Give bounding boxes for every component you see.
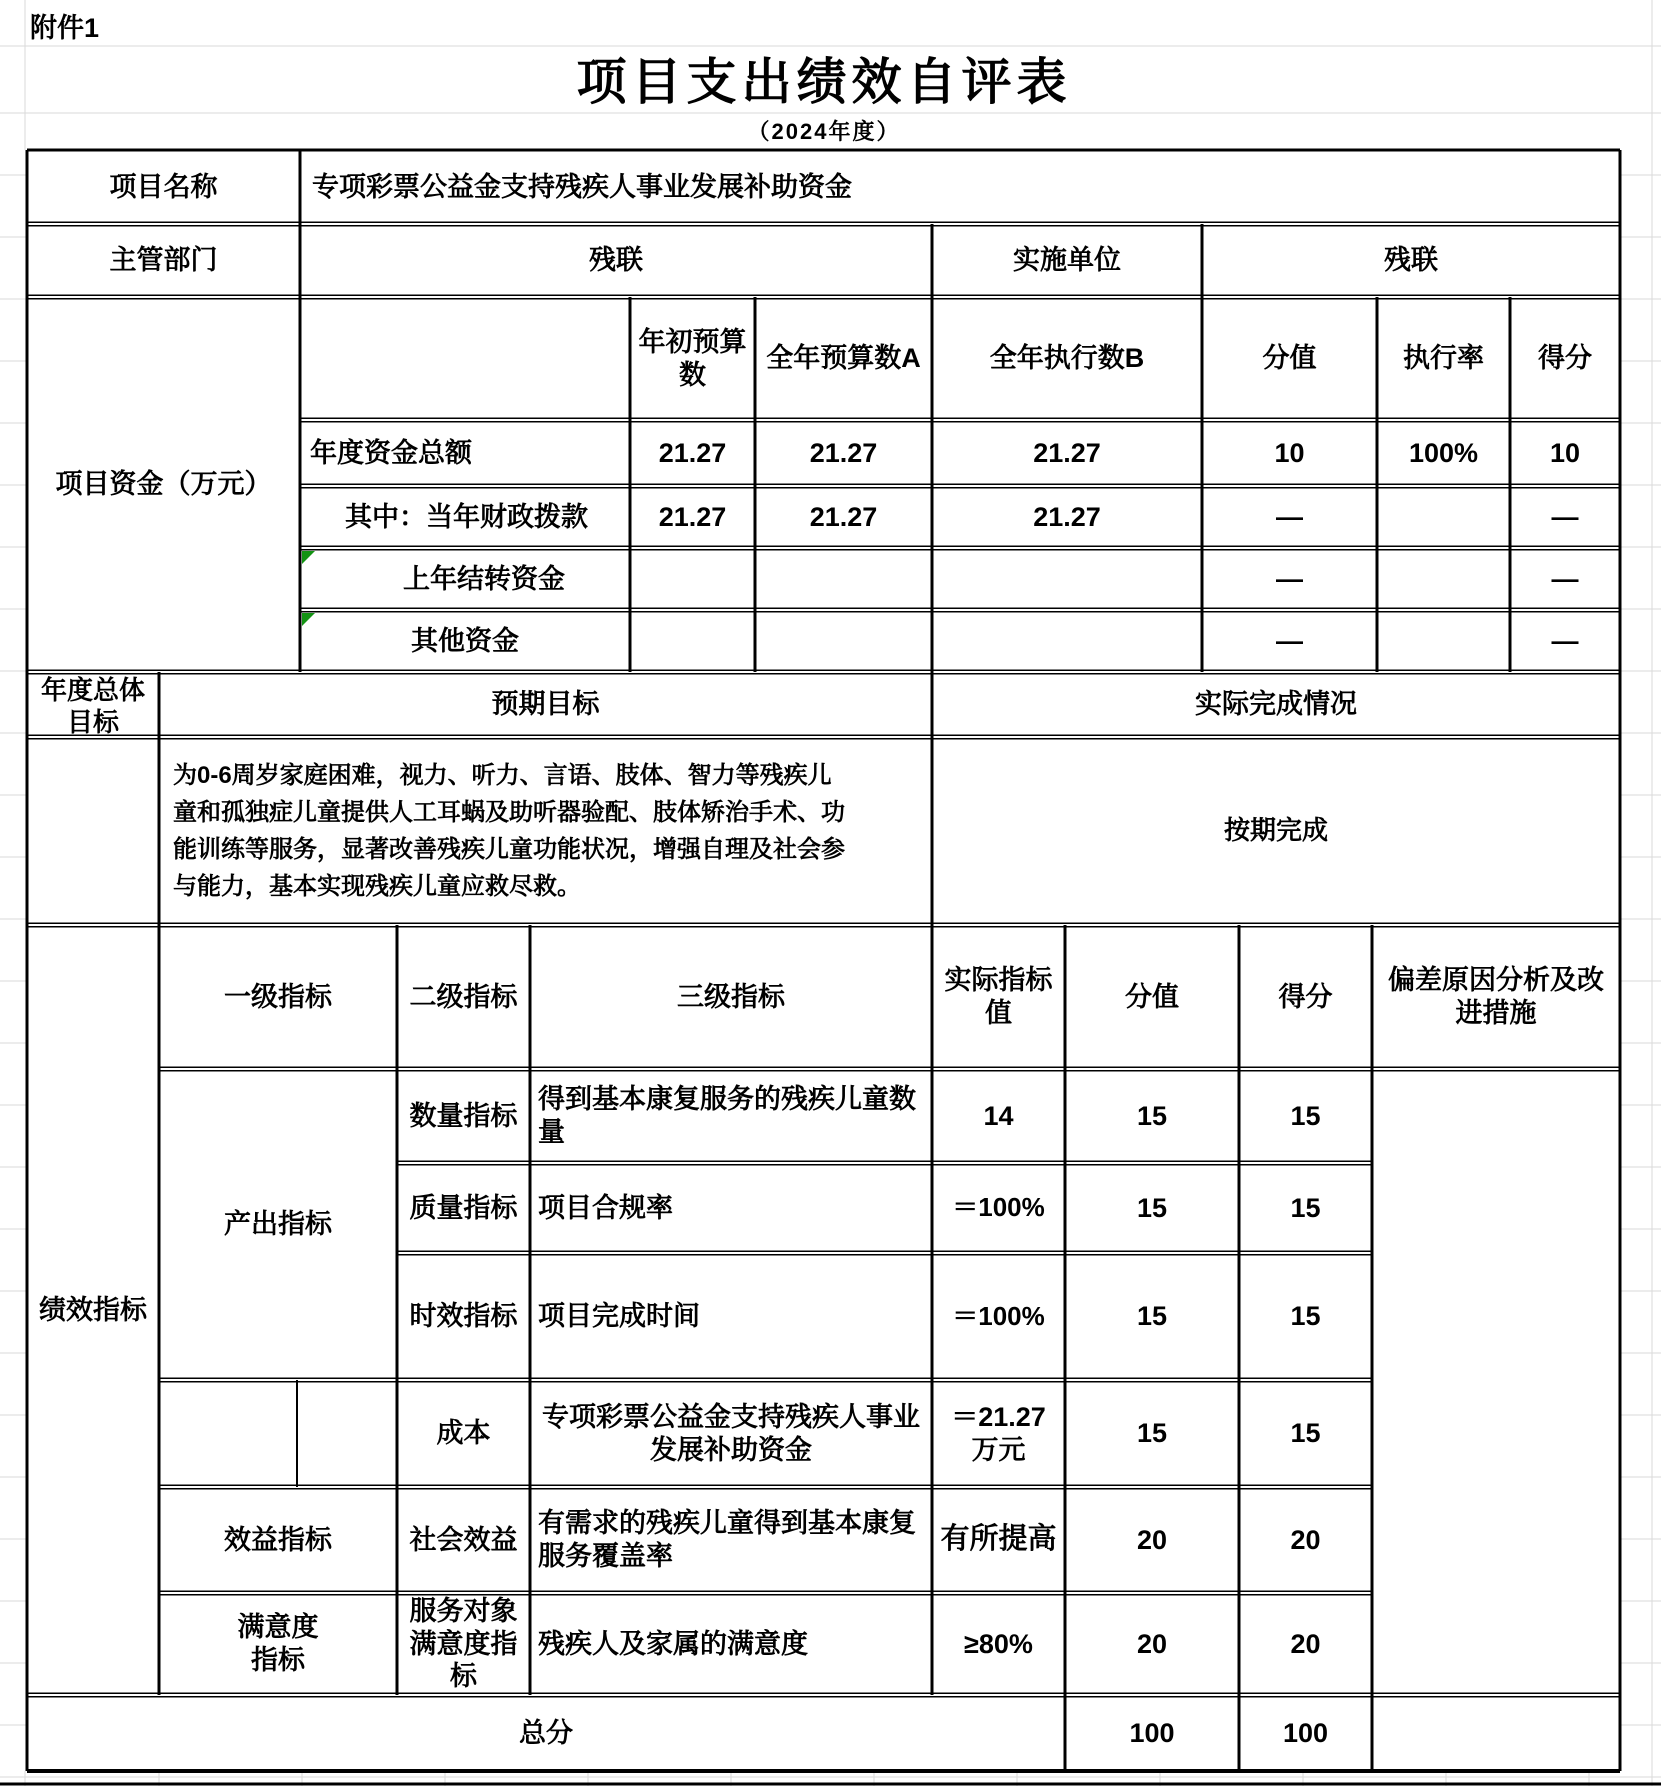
level3-cell[interactable]: 得到基本康复服务的残疾儿童数量 xyxy=(538,1084,916,1147)
level3-cell[interactable]: 有需求的残疾儿童得到基本康复服务覆盖率 xyxy=(538,1508,916,1571)
score-cell[interactable]: 15 xyxy=(1290,1192,1321,1223)
score-max-cell[interactable]: 15 xyxy=(1136,1192,1168,1223)
page-title: 项目支出绩效自评表 xyxy=(576,54,1072,110)
fund-cell[interactable]: 21.27 xyxy=(809,437,878,468)
level2-cell[interactable]: 质量指标 xyxy=(409,1192,518,1223)
comment-triangle xyxy=(302,551,315,564)
header-deviation[interactable]: 偏差原因分析及改进措施 xyxy=(1388,965,1604,1028)
level2-cell[interactable]: 社会效益 xyxy=(409,1524,518,1555)
actual-value-cell[interactable]: ＝100% xyxy=(952,1300,1045,1331)
actual-value-cell[interactable]: ＝21.27万元 xyxy=(951,1401,1046,1465)
total-score-max[interactable]: 100 xyxy=(1129,1717,1175,1748)
actual-completion-header[interactable]: 实际完成情况 xyxy=(1195,689,1357,720)
score-max-cell[interactable]: 15 xyxy=(1136,1301,1168,1332)
level3-cell[interactable]: 残疾人及家属的满意度 xyxy=(538,1628,808,1659)
funds-header-annual[interactable]: 全年预算数A xyxy=(766,343,921,374)
score-max-cell[interactable]: 15 xyxy=(1136,1418,1168,1449)
level2-cell[interactable]: 时效指标 xyxy=(409,1301,518,1332)
level1-satisfaction[interactable]: 满意度指标 xyxy=(237,1612,319,1675)
annual-goal-label[interactable]: 年度总体目标 xyxy=(40,675,145,737)
funds-header-initial[interactable]: 年初预算数 xyxy=(638,326,747,390)
fund-cell[interactable]: 21.27 xyxy=(658,437,727,468)
score-cell[interactable]: 15 xyxy=(1290,1100,1321,1131)
expected-goal-text[interactable]: 为0-6周岁家庭困难，视力、听力、言语、肢体、智力等残疾儿童和孤独症儿童提供人工耳蜗及助听器验配、肢体矫治手术、功能训练等服务，显著改善残疾儿童功能状况，增强自理及社会参与能力，基本实现残疾儿童应救尽救。 xyxy=(173,762,845,900)
header-score[interactable]: 得分 xyxy=(1278,981,1333,1012)
level1-benefit[interactable]: 效益指标 xyxy=(224,1524,332,1555)
page-subtitle: （2024年度） xyxy=(747,118,901,144)
fund-cell[interactable]: — xyxy=(1551,501,1579,532)
header-actual-value[interactable]: 实际指标值 xyxy=(944,965,1053,1028)
header-level3[interactable]: 三级指标 xyxy=(677,981,785,1012)
header-score-max[interactable]: 分值 xyxy=(1125,981,1179,1012)
fund-row-label[interactable]: 上年结转资金 xyxy=(403,563,565,594)
fund-cell[interactable]: 100% xyxy=(1408,437,1479,468)
total-label[interactable]: 总分 xyxy=(519,1717,573,1748)
level3-cell[interactable]: 项目完成时间 xyxy=(538,1301,700,1332)
fund-cell[interactable]: 21.27 xyxy=(1033,501,1101,532)
impl-unit-value[interactable]: 残联 xyxy=(1384,245,1438,276)
actual-value-cell[interactable]: ≥80% xyxy=(964,1628,1033,1659)
dept-value[interactable]: 残联 xyxy=(589,245,643,276)
level2-cell[interactable]: 数量指标 xyxy=(409,1100,518,1131)
actual-completion-text[interactable]: 按期完成 xyxy=(1223,815,1328,846)
level1-output[interactable]: 产出指标 xyxy=(224,1209,332,1240)
fund-row-label[interactable]: 年度资金总额 xyxy=(310,437,472,468)
fund-cell[interactable]: 21.27 xyxy=(658,501,727,532)
fund-cell[interactable]: — xyxy=(1276,625,1303,656)
fund-cell[interactable]: 21.27 xyxy=(1033,437,1101,468)
expected-goal-header[interactable]: 预期目标 xyxy=(491,689,600,720)
score-cell[interactable]: 15 xyxy=(1290,1301,1321,1332)
dept-label[interactable]: 主管部门 xyxy=(109,245,218,276)
fund-cell[interactable]: 21.27 xyxy=(809,501,878,532)
level2-cell[interactable]: 服务对象满意度指标 xyxy=(409,1595,518,1692)
attachment-label: 附件1 xyxy=(30,12,100,43)
fund-cell[interactable]: — xyxy=(1276,563,1303,594)
funds-section-label[interactable]: 项目资金（万元） xyxy=(55,469,272,500)
fund-cell[interactable]: — xyxy=(1276,501,1303,532)
score-cell[interactable]: 20 xyxy=(1290,1524,1321,1555)
score-max-cell[interactable]: 15 xyxy=(1136,1100,1168,1131)
level3-cell[interactable]: 专项彩票公益金支持残疾人事业发展补助资金 xyxy=(542,1401,920,1465)
actual-value-cell[interactable]: 有所提高 xyxy=(940,1523,1057,1556)
fund-cell[interactable]: 10 xyxy=(1549,437,1581,468)
actual-value-cell[interactable]: 14 xyxy=(983,1100,1014,1131)
score-max-cell[interactable]: 20 xyxy=(1136,1628,1168,1659)
project-name-value[interactable]: 专项彩票公益金支持残疾人事业发展补助资金 xyxy=(312,171,852,202)
funds-header-exec-rate[interactable]: 执行率 xyxy=(1403,343,1484,374)
fund-row-label[interactable]: 其中：当年财政拨款 xyxy=(345,501,588,532)
impl-unit-label[interactable]: 实施单位 xyxy=(1013,245,1121,276)
fund-cell[interactable]: 10 xyxy=(1274,437,1305,468)
comment-triangle xyxy=(302,613,315,626)
score-max-cell[interactable]: 20 xyxy=(1136,1524,1168,1555)
funds-header-score[interactable]: 得分 xyxy=(1538,343,1592,374)
level2-cell[interactable]: 成本 xyxy=(436,1418,491,1449)
funds-header-executed[interactable]: 全年执行数B xyxy=(989,343,1145,374)
header-level1[interactable]: 一级指标 xyxy=(224,981,332,1012)
fund-cell[interactable]: — xyxy=(1551,625,1579,656)
header-level2[interactable]: 二级指标 xyxy=(409,981,518,1012)
fund-row-label[interactable]: 其他资金 xyxy=(411,625,519,656)
actual-value-cell[interactable]: ＝100% xyxy=(952,1192,1045,1223)
score-cell[interactable]: 15 xyxy=(1290,1418,1321,1449)
funds-header-score-max[interactable]: 分值 xyxy=(1262,343,1317,374)
total-score[interactable]: 100 xyxy=(1282,1717,1329,1748)
project-name-label[interactable]: 项目名称 xyxy=(109,171,218,202)
fund-cell[interactable]: — xyxy=(1551,563,1579,594)
score-cell[interactable]: 20 xyxy=(1290,1628,1321,1659)
level3-cell[interactable]: 项目合规率 xyxy=(538,1192,673,1223)
indicators-section-label[interactable]: 绩效指标 xyxy=(39,1294,147,1325)
